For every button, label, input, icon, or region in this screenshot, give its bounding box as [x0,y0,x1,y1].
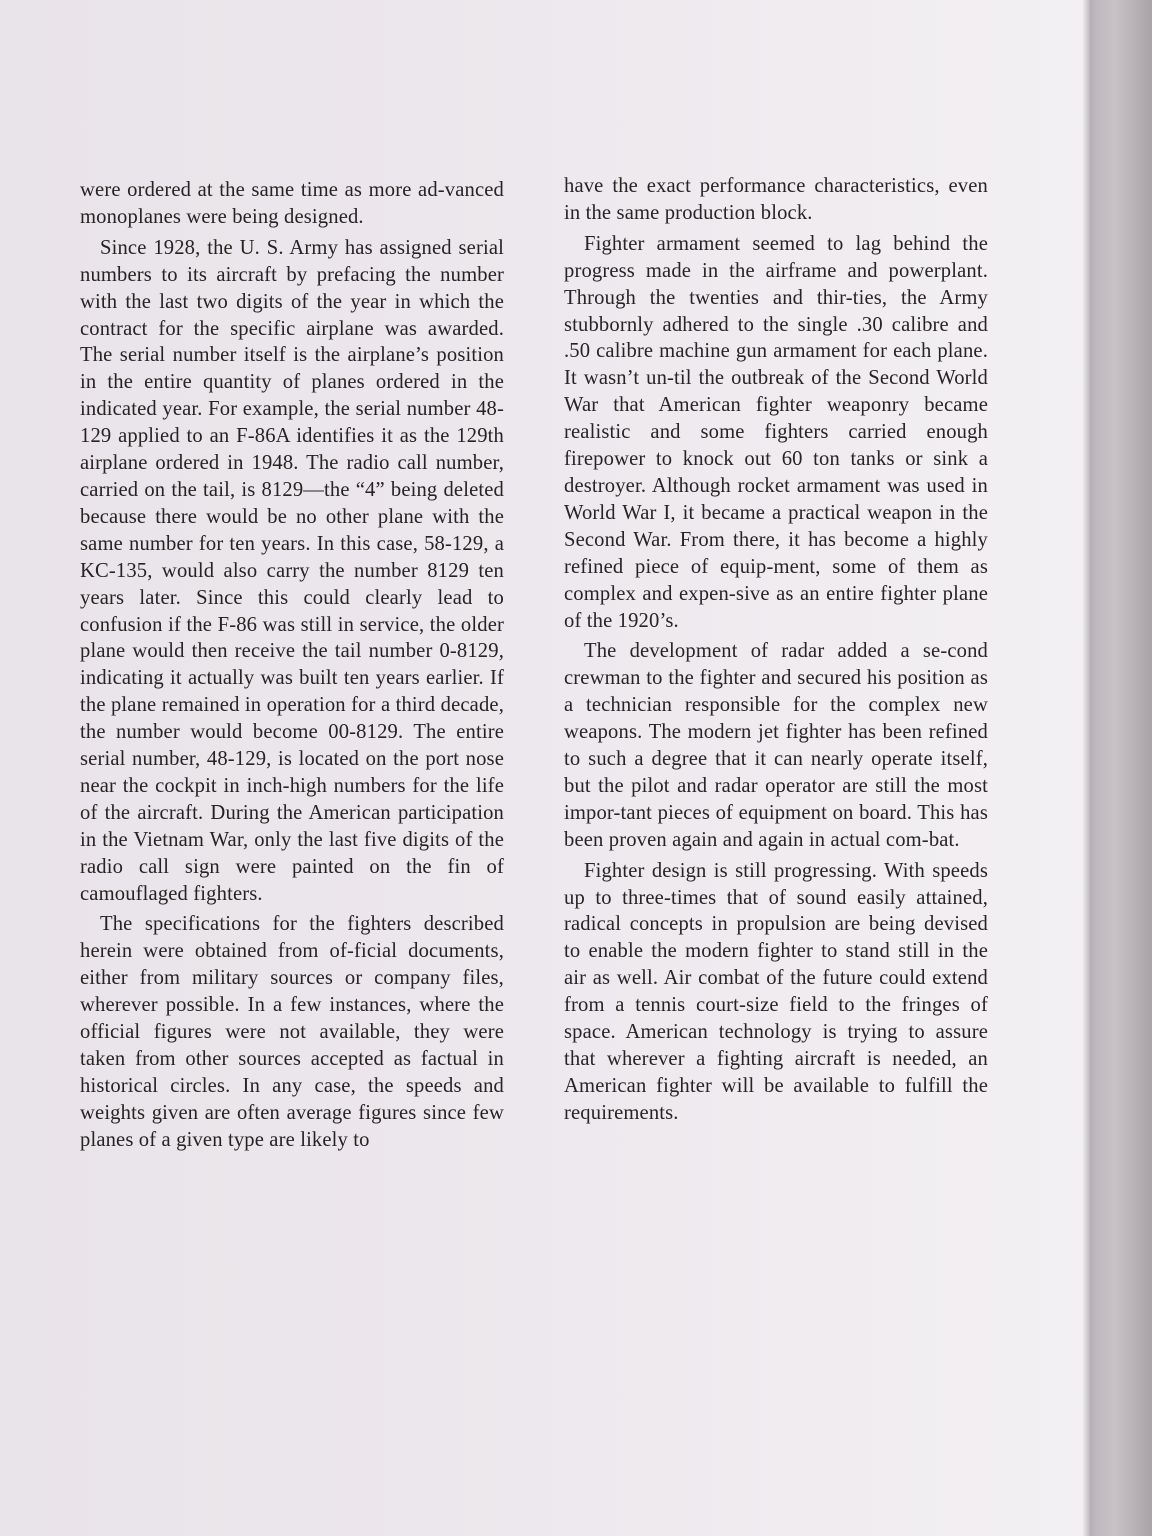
paragraph-specifications: The specifications for the fighters described herein were obtained from of-ficial documents, either from military sources or company files, wherever possible. In a few instances, where the official figures were not available, they were taken from other sources accepted as factual in historical circles. In any case, the speeds and weights given are often average figures since few planes of a given type are likely to [80,913,504,1151]
show-through-text [440,48,700,88]
left-text-column [80,177,504,1154]
paragraph-fighter-design: Fighter design is still progressing. With speeds up to three-times that of sound easily attained, radical concepts in propulsion are being devised to enable the modern fighter to stand still in the air as well. Air combat of the future could extend from a tennis court-size field to the fringes of space. American technology is trying to assure that wherever a fighting aircraft is needed, an American fighter will be available to fulfill the requirements. [564,859,988,1124]
paragraph-continued-design: were ordered at the same time as more ad-vanced monoplanes were being designed. [80,179,504,228]
paragraph-serial-numbers: Since 1928, the U. S. Army has assigned serial numbers to its aircraft by prefacing the number with the last two digits of the year in which the contract for the specific airplane was awarded. The serial number itself is the airplane’s position in the entire quantity of planes ordered in the indicated year. For example, the serial number 48-129 applied to an F-86A identifies it as the 129th airplane ordered in 1948. The radio call number, carried on the tail, is 8129—the “4” being deleted because there would be no other plane with the same number for ten years. In this case, 58-129, a KC-135, would also carry the number 8129 ten years later. Since this could clearly lead to confusion if the F-86 was still in service, the older plane would then receive the tail number 0-8129, indicating it actually was built ten years earlier. If the plane remained in operation for a third decade, the number would become 00-8129. The entire serial number, 48-129, is located on the port nose near the cockpit in inch-high numbers for the life of the aircraft. During the American participation in the Vietnam War, only the last five digits of the radio call sign were painted on the fin of camouflaged fighters. [80,236,504,905]
adjacent-page-edge [1094,0,1152,1536]
paragraph-armament: Fighter armament seemed to lag behind the progress made in the airframe and powerplant. Through the twenties and thir-ties, the Army stubbornly adhered to the single .30 calibre and .50 calibre machine gun armament for each plane. It wasn’t un-til the outbreak of the Second World War that American fighter weaponry became realistic and some fighters carried enough firepower to knock out 60 ton tanks or sink a destroyer. Although rocket armament was used in World War I, it became a practical weapon in the Second War. From there, it has become a highly refined piece of equip-ment, some of them as complex and expen-sive as an entire fighter plane of the 1920’s. [564,232,988,632]
paragraph-radar: The development of radar added a se-cond crewman to the fighter and secured his position as a technician responsible for the complex new weapons. The modern jet fighter has been refined to such a degree that it can nearly operate itself, but the pilot and radar operator are still the most impor-tant pieces of equipment on board. This has been proven again and again in actual com-bat. [564,640,988,851]
paragraph-performance: have the exact performance characteristics, even in the same production block. [564,175,988,224]
right-text-column [564,173,988,1127]
